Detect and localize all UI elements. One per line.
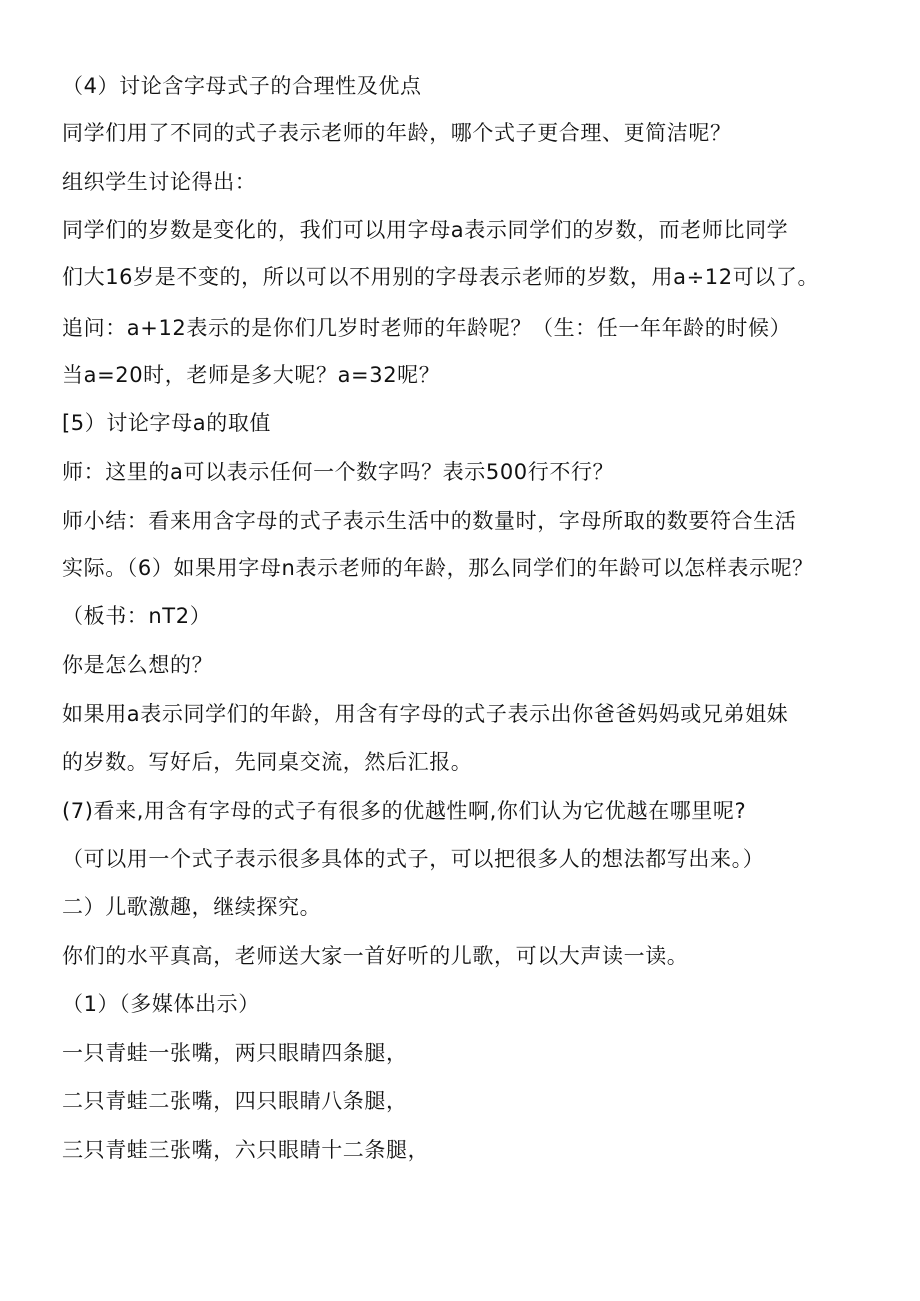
text-line: 你是怎么想的？ [62,653,214,677]
text-line: 追问：a+12表示的是你们几岁时老师的年龄呢？（生：任一年年龄的时候） [62,316,792,340]
text-line: 组织学生讨论得出： [62,170,257,194]
text-line: 实际。（6）如果用字母n表示老师的年龄，那么同学们的年龄可以怎样表示呢？ [62,556,814,580]
poem-line: 三只青蛙三张嘴，六只眼睛十二条腿， [62,1138,430,1162]
text-line: 同学们用了不同的式子表示老师的年龄，哪个式子更合理、更简洁呢？ [62,121,732,145]
text-line: 同学们的岁数是变化的，我们可以用字母a表示同学们的岁数，而老师比同学 [62,218,789,242]
text-line: 们大16岁是不变的，所以可以不用别的字母表示老师的岁数，用a÷12可以了。 [62,265,820,289]
text-line: 如果用a表示同学们的年龄，用含有字母的式子表示出你爸爸妈妈或兄弟姐妹 [62,702,789,726]
section-heading: [5）讨论字母a的取值 [62,411,272,435]
text-line: （板书：nT2） [62,604,212,628]
text-line: (7)看来,用含有字母的式子有很多的优越性啊,你们认为它优越在哪里呢? [62,799,747,823]
text-line: （1）（多媒体出示） [62,992,260,1016]
text-line: 你们的水平真高，老师送大家一首好听的儿歌，可以大声读一读。 [62,944,689,968]
text-line: （4）讨论含字母式子的合理性及优点 [62,74,422,98]
text-line: 师：这里的a可以表示任何一个数字吗？表示500行不行？ [62,460,615,484]
poem-line: 二只青蛙二张嘴，四只眼睛八条腿， [62,1089,408,1113]
text-line: （可以用一个式子表示很多具体的式子，可以把很多人的想法都写出来。） [62,847,765,871]
section-heading: 二）儿歌激趣，继续探究。 [62,895,322,919]
text-line: 当a=20时，老师是多大呢？a=32呢？ [62,363,441,387]
poem-line: 一只青蛙一张嘴，两只眼睛四条腿， [62,1041,408,1065]
text-line: 师小结：看来用含字母的式子表示生活中的数量时，字母所取的数要符合生活 [62,509,797,533]
text-line: 的岁数。写好后，先同桌交流，然后汇报。 [62,750,473,774]
